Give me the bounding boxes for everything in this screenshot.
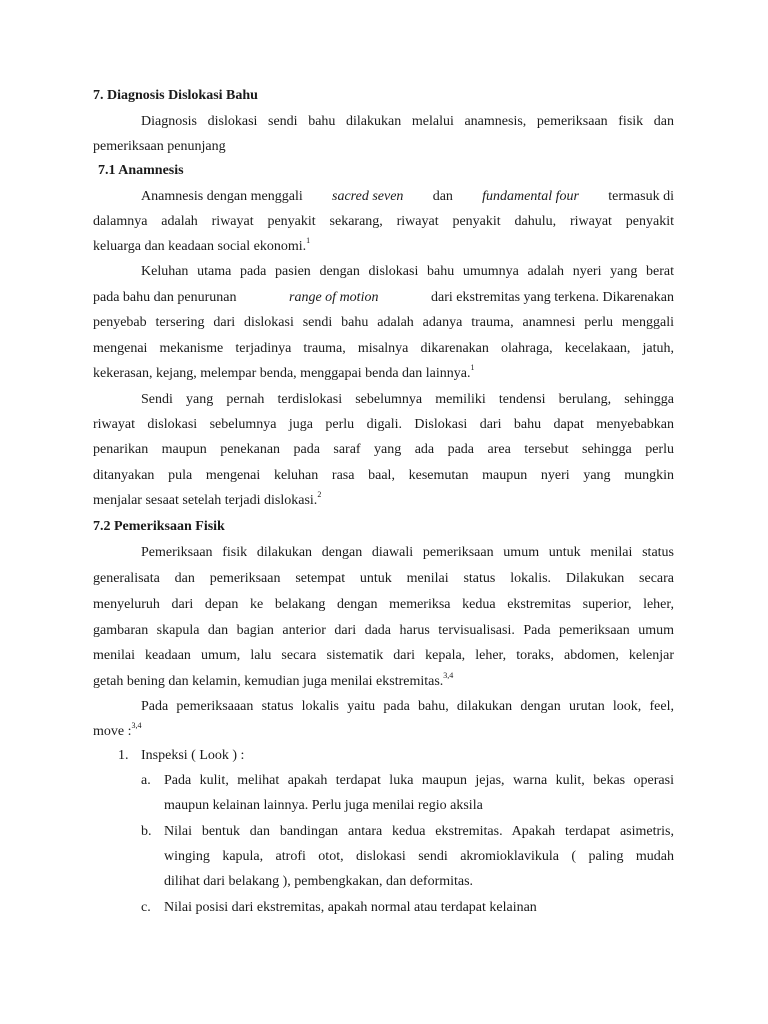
sublist-label-b: b. <box>141 824 152 839</box>
anamnesis-p3-line-5 <box>93 492 321 510</box>
sublist-b-line-1: Nilai bentuk dan bandingan antara kedua ekstremitas. Apakah terdapat asimetris, <box>164 824 674 839</box>
anamnesis-p1-line-2: dalamnya adalah riwayat penyakit sekarang, riwayat penyakit dahulu, riwayat penyakit <box>93 214 674 229</box>
text-segment: termasuk di <box>608 189 674 204</box>
citation-superscript: 3,4 <box>443 671 454 681</box>
text-segment: getah bening dan kelamin, kemudian juga menilai ekstremitas. <box>93 674 444 689</box>
fisik-p2-line-1: Pada pemeriksaaan status lokalis yaitu pada bahu, dilakukan dengan urutan look, feel, <box>141 699 674 714</box>
anamnesis-p3-line-1: Sendi yang pernah terdislokasi sebelumnya memiliki tendensi berulang, sehingga <box>141 392 674 407</box>
subsection-heading-anamnesis: 7.1 Anamnesis <box>98 163 184 178</box>
sublist-label-c: c. <box>141 900 151 915</box>
italic-term-range-of-motion: range of motion <box>289 290 379 305</box>
intro-line-2: pemeriksaan penunjang <box>93 139 226 154</box>
anamnesis-p1-line-1 <box>141 188 674 206</box>
text-segment: menjalar sesaat setelah terjadi dislokasi. <box>93 493 318 508</box>
sublist-b-line-2: winging kapula, atrofi otot, dislokasi sendi akromioklavikula ( paling mudah <box>164 849 674 864</box>
fisik-p2-line-2 <box>93 723 142 741</box>
anamnesis-p1-line-3 <box>93 238 310 256</box>
anamnesis-p2-line-3: penyebab tersering dari dislokasi sendi bahu adalah adanya trauma, anamnesi perlu menggali <box>93 315 674 330</box>
anamnesis-p3-line-2: riwayat dislokasi sebelumnya juga perlu digali. Dislokasi dari bahu dapat menyebabkan <box>93 417 674 432</box>
list-item-inspeksi: Inspeksi ( Look ) : <box>141 748 245 763</box>
sublist-b-line-3: dilihat dari belakang ), pembengkakan, dan deformitas. <box>164 874 474 889</box>
sublist-label-a: a. <box>141 773 151 788</box>
anamnesis-p2-line-2 <box>93 289 674 307</box>
text-segment: move : <box>93 724 132 739</box>
italic-term-sacred-seven: sacred seven <box>332 189 404 204</box>
fisik-p1-line-5: menilai keadaan umum, lalu secara sistematik dari kepala, leher, toraks, abdomen, kelenjar <box>93 648 674 663</box>
citation-superscript: 2 <box>317 490 322 500</box>
anamnesis-p2-line-5 <box>93 365 474 383</box>
fisik-p1-line-4: gambaran skapula dan bagian anterior dari dada harus tervisualisasi. Pada pemeriksaan umum <box>93 623 674 638</box>
fisik-p1-line-1: Pemeriksaan fisik dilakukan dengan diawali pemeriksaan umum untuk menilai status <box>141 545 674 560</box>
text-segment: dari ekstremitas yang terkena. Dikarenakan <box>431 290 674 305</box>
anamnesis-p3-line-4: ditanyakan pula mengenai keluhan rasa baal, kesemutan maupun nyeri yang mungkin <box>93 468 674 483</box>
italic-term-fundamental-four: fundamental four <box>482 189 580 204</box>
anamnesis-p2-line-4: mengenai mekanisme terjadinya trauma, misalnya dikarenakan olahraga, kecelakaan, jatuh, <box>93 341 674 356</box>
sublist-c-line-1: Nilai posisi dari ekstremitas, apakah normal atau terdapat kelainan <box>164 900 537 915</box>
citation-superscript: 1 <box>306 236 311 246</box>
anamnesis-p3-line-3: penarikan maupun penekanan pada saraf yang ada pada area tersebut sehingga perlu <box>93 442 674 457</box>
text-segment: pada bahu dan penurunan <box>93 290 237 305</box>
fisik-p1-line-3: menyeluruh dari depan ke belakang dengan memeriksa kedua ekstremitas superior, leher, <box>93 597 674 612</box>
anamnesis-p2-line-1: Keluhan utama pada pasien dengan dislokasi bahu umumnya adalah nyeri yang berat <box>141 264 674 279</box>
citation-superscript: 3,4 <box>131 721 142 731</box>
text-segment: dan <box>432 189 453 204</box>
text-segment: kekerasan, kejang, melempar benda, menggapai benda dan lainnya. <box>93 366 471 381</box>
list-number: 1. <box>118 748 129 763</box>
fisik-p1-line-2: generalisata dan pemeriksaan setempat untuk menilai status lokalis. Dilakukan secara <box>93 571 674 586</box>
sublist-a-line-1: Pada kulit, melihat apakah terdapat luka maupun jejas, warna kulit, bekas operasi <box>164 773 674 788</box>
text-segment: Anamnesis dengan menggali <box>141 189 303 204</box>
subsection-heading-pemeriksaan-fisik: 7.2 Pemeriksaan Fisik <box>93 519 225 534</box>
section-heading: 7. Diagnosis Dislokasi Bahu <box>93 88 258 103</box>
fisik-p1-line-6 <box>93 673 453 691</box>
intro-line-1: Diagnosis dislokasi sendi bahu dilakukan melalui anamnesis, pemeriksaan fisik dan <box>141 114 674 129</box>
text-segment: keluarga dan keadaan social ekonomi. <box>93 239 307 254</box>
citation-superscript: 1 <box>470 363 475 373</box>
sublist-a-line-2: maupun kelainan lainnya. Perlu juga menilai regio aksila <box>164 798 483 813</box>
